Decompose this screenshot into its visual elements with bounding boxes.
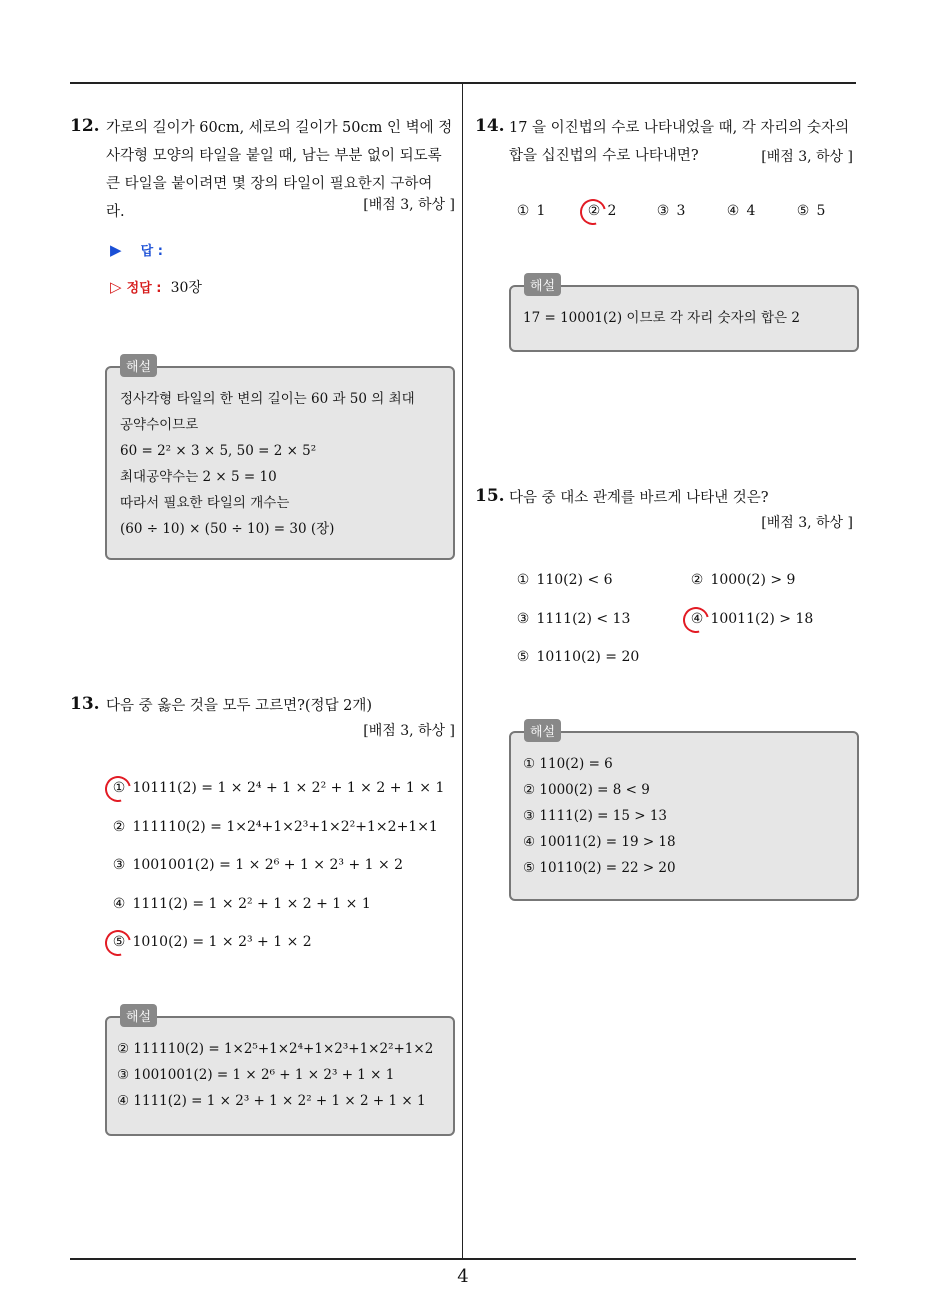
- explanation-tag: 해설: [120, 1004, 157, 1027]
- choice-text: 111110(2) = 1×2⁴+1×2³+1×2²+1×2+1×1: [132, 819, 438, 835]
- question-number: 14.: [475, 116, 505, 136]
- explanation-tag: 해설: [524, 273, 561, 296]
- explanation-box: [105, 1016, 455, 1136]
- choice-mark: ②: [112, 819, 126, 835]
- explanation-line: (60 ÷ 10) × (50 ÷ 10) = 30 (장): [120, 521, 335, 537]
- correct-answer-row: [110, 277, 202, 297]
- choice-mark: ⑤: [516, 649, 530, 665]
- explanation-box: [105, 366, 455, 560]
- choice-text: 2: [607, 203, 617, 219]
- top-rule: [70, 82, 856, 84]
- page-number: 4: [457, 1266, 469, 1287]
- explanation-line: ⑤ 10110(2) = 22 > 20: [523, 860, 676, 876]
- answer-circle-mark: [100, 925, 136, 961]
- choice-text: 10011(2) > 18: [710, 611, 814, 627]
- choice-text: 1: [536, 203, 546, 219]
- question-number: 13.: [70, 694, 100, 714]
- explanation-line: 정사각형 타일의 한 변의 길이는 60 과 50 의 최대: [120, 391, 415, 407]
- choice-3[interactable]: [654, 203, 685, 219]
- choice-5[interactable]: [794, 203, 825, 219]
- explanation-line: ④ 1111(2) = 1 × 2³ + 1 × 2² + 1 × 2 + 1 × 1: [117, 1093, 426, 1109]
- choice-mark: ①: [112, 780, 126, 796]
- choice-text: 110(2) < 6: [536, 572, 613, 588]
- choice-mark: ③: [112, 857, 126, 873]
- choice-text: 10111(2) = 1 × 2⁴ + 1 × 2² + 1 × 2 + 1 × 1: [132, 780, 445, 796]
- explanation-tag: 해설: [524, 719, 561, 742]
- choice-5[interactable]: [514, 649, 639, 665]
- choice-mark: ②: [690, 572, 704, 588]
- bottom-rule: [70, 1258, 856, 1260]
- points-label: [배점 3, 하상 ]: [761, 515, 853, 531]
- choice-2[interactable]: [110, 819, 438, 835]
- explanation-line: 17 = 10001(2) 이므로 각 자리 숫자의 합은 2: [523, 310, 800, 326]
- question-text-line: 가로의 길이가 60cm, 세로의 길이가 50cm 인 벽에 정: [106, 120, 453, 136]
- explanation-line: 최대공약수는 2 × 5 = 10: [120, 469, 277, 485]
- choice-text: 4: [746, 203, 756, 219]
- question-text-line: 라.: [106, 204, 125, 220]
- choice-text: 3: [676, 203, 686, 219]
- choice-4[interactable]: [110, 896, 371, 912]
- choice-mark: ④: [726, 203, 740, 219]
- question-text: 다음 중 옳은 것을 모두 고르면?(정답 2개): [106, 698, 373, 714]
- question-text-line: 합을 십진법의 수로 나타내면?: [509, 148, 699, 164]
- choice-mark: ①: [516, 572, 530, 588]
- question-text: 다음 중 대소 관계를 바르게 나타낸 것은?: [509, 490, 769, 506]
- explanation-box: [509, 731, 859, 901]
- answer-circle-mark: [100, 771, 136, 807]
- explanation-box: [509, 285, 859, 352]
- correct-value: 30장: [170, 280, 202, 296]
- choice-4[interactable]: [724, 203, 755, 219]
- choice-1[interactable]: [514, 203, 545, 219]
- column-divider: [462, 82, 463, 1260]
- choice-mark: ①: [516, 203, 530, 219]
- answer-circle-mark: [678, 602, 714, 638]
- choice-3[interactable]: [514, 611, 630, 627]
- answer-row: [110, 240, 163, 259]
- choice-2[interactable]: [585, 203, 616, 219]
- choice-text: 1111(2) = 1 × 2² + 1 × 2 + 1 × 1: [132, 896, 371, 912]
- choice-mark: ③: [516, 611, 530, 627]
- choice-mark: ④: [690, 611, 704, 627]
- choice-mark: ⑤: [112, 934, 126, 950]
- choice-mark: ③: [656, 203, 670, 219]
- answer-label: 답 :: [140, 244, 163, 259]
- question-text-line: 17 을 이진법의 수로 나타내었을 때, 각 자리의 숫자의: [509, 120, 850, 136]
- choice-text: 1111(2) < 13: [536, 611, 631, 627]
- choice-2[interactable]: [688, 572, 795, 588]
- explanation-line: ③ 1111(2) = 15 > 13: [523, 808, 668, 824]
- points-label: [배점 3, 하상 ]: [363, 197, 455, 213]
- explanation-line: 60 = 2² × 3 × 5, 50 = 2 × 5²: [120, 443, 317, 459]
- choice-text: 1001001(2) = 1 × 2⁶ + 1 × 2³ + 1 × 2: [132, 857, 404, 873]
- choice-3[interactable]: [110, 857, 403, 873]
- explanation-line: 따라서 필요한 타일의 개수는: [120, 495, 290, 511]
- explanation-line: 공약수이므로: [120, 417, 199, 433]
- explanation-tag: 해설: [120, 354, 157, 377]
- choice-1[interactable]: [514, 572, 613, 588]
- choice-1[interactable]: [110, 780, 444, 796]
- explanation-line: ① 110(2) = 6: [523, 756, 613, 772]
- question-text-line: 사각형 모양의 타일을 붙일 때, 남는 부분 없이 되도록: [106, 148, 442, 164]
- explanation-line: ③ 1001001(2) = 1 × 2⁶ + 1 × 2³ + 1 × 1: [117, 1067, 395, 1083]
- choice-4[interactable]: [688, 611, 813, 627]
- question-text-line: 큰 타일을 붙이려면 몇 장의 타일이 필요한지 구하여: [106, 176, 433, 192]
- choice-text: 1000(2) > 9: [710, 572, 796, 588]
- correct-label: 정답 :: [126, 281, 162, 296]
- choice-mark: ②: [587, 203, 601, 219]
- outline-play-icon: ▷: [110, 278, 122, 296]
- choice-mark: ④: [112, 896, 126, 912]
- choice-mark: ⑤: [796, 203, 810, 219]
- choice-text: 10110(2) = 20: [536, 649, 640, 665]
- answer-circle-mark: [575, 194, 611, 230]
- choice-text: 1010(2) = 1 × 2³ + 1 × 2: [132, 934, 312, 950]
- explanation-line: ② 1000(2) = 8 < 9: [523, 782, 650, 798]
- question-number: 15.: [475, 486, 505, 506]
- choice-text: 5: [816, 203, 826, 219]
- play-icon: ▶: [110, 241, 122, 259]
- question-number: 12.: [70, 116, 100, 136]
- explanation-line: ④ 10011(2) = 19 > 18: [523, 834, 676, 850]
- points-label: [배점 3, 하상 ]: [363, 723, 455, 739]
- explanation-line: ② 111110(2) = 1×2⁵+1×2⁴+1×2³+1×2²+1×2: [117, 1041, 434, 1057]
- choice-5[interactable]: [110, 934, 312, 950]
- points-label: [배점 3, 하상 ]: [761, 149, 853, 165]
